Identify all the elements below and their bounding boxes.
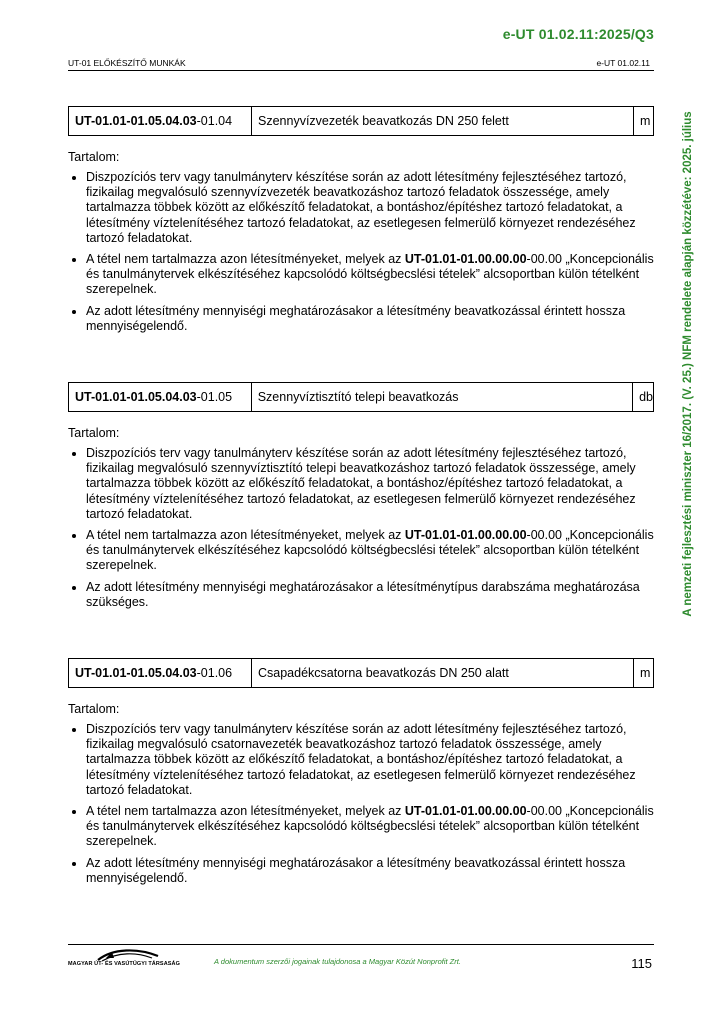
item-header-table xyxy=(68,658,654,688)
running-header xyxy=(68,56,654,71)
contents-list xyxy=(68,722,654,886)
list-item: • Az adott létesítmény mennyiségi meghatározásakor a létesítménytípus darabszáma meghatározása szükséges. xyxy=(86,580,654,610)
item-title-cell: Szennyvízvezeték beavatkozás DN 250 felett xyxy=(252,107,634,135)
subgroup-reference: UT-01.01-01.00.00.00 xyxy=(404,252,527,267)
contents-list xyxy=(68,170,654,334)
item-block xyxy=(68,658,654,892)
list-item: • Az adott létesítmény mennyiségi meghatározásakor a létesítmény beavatkozással érintett hossza mennyiségelendő. xyxy=(86,304,654,334)
contents-label: Tartalom: xyxy=(68,702,120,716)
list-item: • Diszpozíciós terv vagy tanulmányterv készítése során az adott létesítmény fejlesztéséhez tartozó, fizikailag megvalósuló szennyvízvezeték beavatkozáshoz tartozó feladatok összessége, amely tartalmazza többek között az előkészítő feladatokat, a bontáshoz/építéshez tartozó feladatokat, a létesítmény víztelenítéséhez tartozó feladatokat, az esetlegesen felmerülő környezet rendezéséhez tartozó feladatokat. xyxy=(86,170,654,246)
subgroup-reference: UT-01.01-01.00.00.00 xyxy=(404,804,527,819)
item-code-main: UT-01.01-01.05.04.03 xyxy=(75,390,197,404)
list-item: • Diszpozíciós terv vagy tanulmányterv készítése során az adott létesítmény fejlesztéséhez tartozó, fizikailag megvalósuló csatornavezeték beavatkozáshoz tartozó feladatok összessége, amely tartalmazza többek között az előkészítő feladatokat, a bontáshoz/építéshez tartozó feladatokat, a létesítmény víztelenítéséhez tartozó feladatokat, az esetlegesen felmerülő környezet rendezéséhez tartozó feladatokat. xyxy=(86,722,654,798)
item-unit-cell: m xyxy=(640,666,651,680)
contents-label: Tartalom: xyxy=(68,150,120,164)
publication-side-note-text: A nemzeti fejlesztési miniszter 16/2017. (V. 25.) NFM rendelete alapján közzétéve: 2025. július xyxy=(682,111,694,617)
contents-label: Tartalom: xyxy=(68,426,120,440)
item-title-cell: Csapadékcsatorna beavatkozás DN 250 alatt xyxy=(252,659,634,687)
list-item xyxy=(86,528,654,574)
item-title-cell: Szennyvíztisztító telepi beavatkozás xyxy=(252,383,633,411)
item-code-cell xyxy=(69,107,252,135)
item-block xyxy=(68,382,654,616)
list-item-text: A tétel nem tartalmazza azon létesítményeket, melyek az xyxy=(86,804,405,819)
list-item: • Diszpozíciós terv vagy tanulmányterv készítése során az adott létesítmény fejlesztéséhez tartozó, fizikailag megvalósuló szennyvíztisztító telepi beavatkozáshoz tartozó feladatok összessége, amely tartalmazza többek között az előkészítő feladatokat, a bontáshoz/építéshez tartozó feladatokat, a létesítmény víztelenítéséhez tartozó feladatokat, az esetlegesen felmerülő környezet rendezéséhez tartozó feladatokat. xyxy=(86,446,654,522)
society-logo-text: MAGYAR ÚT- ÉS VASÚTÜGYI TÁRSASÁG xyxy=(68,961,180,967)
item-unit-cell: m xyxy=(640,114,651,128)
item-header-table xyxy=(68,106,654,136)
list-item-text: -00.00 „Koncepcionális és tanulmánytervek elkészítéséhez kapcsolódó költségbecslési tételek” alcsoportban külön tételként szerepelnek. xyxy=(86,252,654,297)
item-code-cell xyxy=(69,383,252,411)
document-code: e-UT 01.02.11:2025/Q3 xyxy=(502,26,654,42)
contents-list xyxy=(68,446,654,610)
item-code-main: UT-01.01-01.05.04.03 xyxy=(75,666,197,680)
list-item xyxy=(86,804,654,850)
item-code-cell xyxy=(69,659,252,687)
list-item-text: -00.00 „Koncepcionális és tanulmánytervek elkészítéséhez kapcsolódó költségbecslési tételek” alcsoportban külön tételként szerepelnek. xyxy=(86,804,654,849)
item-header-table xyxy=(68,382,654,412)
item-unit-cell: db xyxy=(639,390,653,404)
list-item: • Az adott létesítmény mennyiségi meghatározásakor a létesítmény beavatkozással érintett hossza mennyiségelendő. xyxy=(86,856,654,886)
list-item xyxy=(86,252,654,298)
item-block xyxy=(68,106,654,340)
list-item-text: -00.00 „Koncepcionális és tanulmánytervek elkészítéséhez kapcsolódó költségbecslési tételek” alcsoportban külön tételként szerepelnek. xyxy=(86,528,654,573)
publication-side-note xyxy=(680,99,696,629)
copyright-notice: A dokumentum szerzői jogainak tulajdonosa a Magyar Közút Nonprofit Zrt. xyxy=(214,957,461,966)
running-header-doc-id: e-UT 01.02.11 xyxy=(596,58,650,68)
footer-divider xyxy=(68,944,654,945)
item-code-suffix: -01.05 xyxy=(196,390,233,404)
item-code-suffix: -01.04 xyxy=(196,114,233,128)
running-header-section: UT-01 ELŐKÉSZÍTŐ MUNKÁK xyxy=(68,58,186,68)
page-number: 115 xyxy=(631,956,652,971)
item-code-main: UT-01.01-01.05.04.03 xyxy=(75,114,197,128)
subgroup-reference: UT-01.01-01.00.00.00 xyxy=(404,528,527,543)
item-code-suffix: -01.06 xyxy=(196,666,233,680)
list-item-text: A tétel nem tartalmazza azon létesítményeket, melyek az xyxy=(86,528,405,543)
society-logo-icon xyxy=(68,946,178,972)
list-item-text: A tétel nem tartalmazza azon létesítményeket, melyek az xyxy=(86,252,405,267)
